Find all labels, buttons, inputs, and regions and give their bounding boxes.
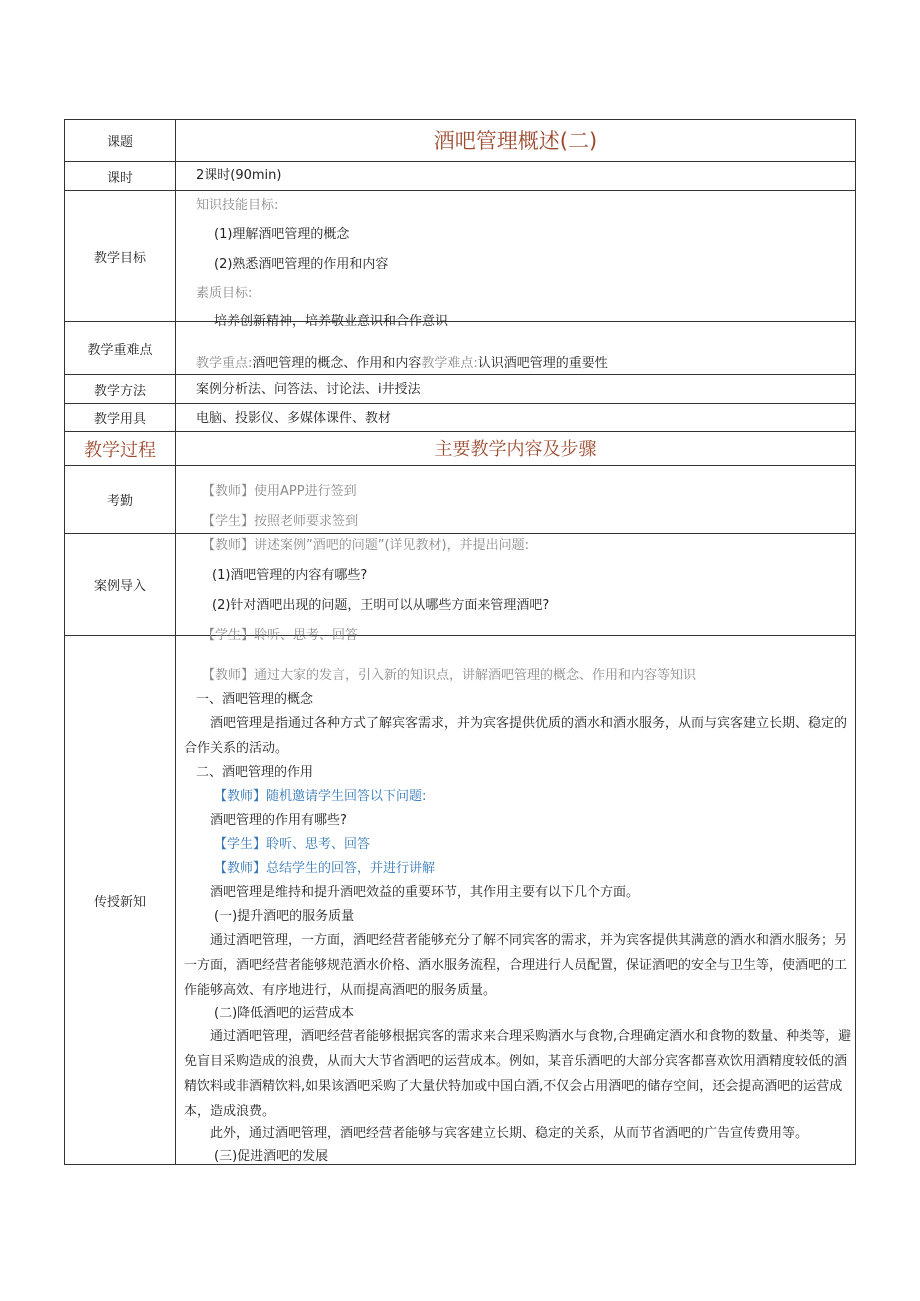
question-text: 酒吧管理的作用有哪些?	[210, 813, 347, 828]
paragraph-cost: 通过酒吧管理，酒吧经营者能够根据宾客的需求来合理采购酒水与食物,合理确定酒水和食物的数量、种类等，避免盲目采购造成的浪费，从而大大节省酒吧的运营成本。例如，某音乐酒吧的大部分宾客都喜欢饮用酒精度较低的酒精饮料或非酒精饮料,如果该酒吧采购了大量伏特加或中国白酒,不仅会占用酒吧的储存空间，还会提高酒吧的运营成本，造成浪费。	[184, 1029, 852, 1119]
subheading-quality: (一)提升酒吧的服务质量	[214, 909, 355, 924]
key-label: 教学重点:	[196, 356, 253, 371]
process-heading: 主要教学内容及步骤	[434, 439, 597, 460]
row-topic	[65, 120, 855, 162]
tools-label: 教学用具	[65, 404, 176, 431]
attendance-label: 考勤	[65, 466, 176, 533]
case-line: 【教师】讲述案例”酒吧的问题”(详见教材)，并提出问题:	[202, 538, 529, 553]
teach-intro: 【教师】通过大家的发言，引入新的知识点，讲解酒吧管理的概念、作用和内容等知识	[202, 668, 697, 683]
row-teach	[65, 636, 855, 1164]
subheading-cost: (二)降低酒吧的运营成本	[214, 1006, 355, 1021]
paragraph-quality: 通过酒吧管理，一方面，酒吧经营者能够充分了解不同宾客的需求，并为宾客提供其满意的酒水和酒水服务；另一方面，酒吧经营者能够规范酒水价格、酒水服务流程，合理进行人员配置，保证酒吧的安全与卫生等，使酒吧的工作能够高效、有序地进行，从而提高酒吧的服务质量。	[184, 933, 848, 998]
row-case	[65, 534, 855, 643]
topic-label: 课题	[65, 120, 176, 161]
case-line: 【学生】聆听、思考、回答	[202, 628, 359, 643]
row-hours	[65, 162, 855, 191]
lesson-plan-table	[64, 119, 856, 1165]
tools-value: 电脑、投影仪、多媒体课件、教材	[196, 411, 392, 426]
row-attendance	[65, 466, 855, 534]
case-line: (1)酒吧管理的内容有哪些?	[212, 568, 368, 583]
hours-label: 课时	[65, 162, 176, 190]
paragraph-concept: 酒吧管理是指通过各种方式了解宾客需求，并为宾客提供优质的酒水和酒水服务，从而与宾客建立长期、稳定的合作关系的活动。	[184, 716, 848, 756]
objective-line: 知识技能目标:	[196, 198, 279, 213]
process-label: 教学过程	[65, 432, 176, 465]
teacher-summary: 【教师】总结学生的回答，并进行讲解	[214, 861, 436, 876]
diff-text: 认识酒吧管理的重要性	[477, 356, 608, 371]
objective-line: (1)理解酒吧管理的概念	[214, 227, 350, 242]
attendance-teacher: 【教师】使用APP进行签到	[202, 484, 357, 499]
topic-title: 酒吧管理概述(二)	[433, 129, 598, 153]
key-text: 酒吧管理的概念、作用和内容	[252, 356, 422, 371]
heading-concept: 一、酒吧管理的概念	[196, 692, 314, 707]
attendance-student: 【学生】按照老师要求签到	[202, 514, 359, 529]
methods-value: 案例分析法、问答法、讨论法、i井授法	[196, 382, 421, 397]
case-line: (2)针对酒吧出现的问题，王明可以从哪些方面来管理酒吧?	[212, 598, 550, 613]
teacher-question: 【教师】随机邀请学生回答以下问题:	[214, 789, 427, 804]
heading-role: 二、酒吧管理的作用	[196, 765, 314, 780]
objectives-label: 教学目标	[65, 191, 176, 321]
row-keypoints	[65, 322, 855, 375]
subheading-develop: (三)促进酒吧的发展	[214, 1149, 329, 1164]
keypoints-line	[196, 355, 608, 373]
student-answer: 【学生】聆听、思考、回答	[214, 837, 371, 852]
objective-line: (2)熟悉酒吧管理的作用和内容	[214, 257, 389, 272]
paragraph-advert: 此外，通过酒吧管理，酒吧经营者能够与宾客建立长期、稳定的关系，从而节省酒吧的广告宣传费用等。	[210, 1126, 809, 1141]
methods-label: 教学方法	[65, 375, 176, 403]
role-intro: 酒吧管理是维持和提升酒吧效益的重要环节，其作用主要有以下几个方面。	[210, 885, 640, 900]
teach-label: 传授新知	[65, 636, 176, 1164]
row-tools	[65, 404, 855, 432]
objective-line: 素质目标:	[196, 286, 253, 301]
case-label: 案例导入	[65, 534, 176, 635]
hours-value: 2课时(90min)	[196, 168, 282, 183]
keypoints-label: 教学重难点	[65, 322, 176, 374]
row-methods	[65, 375, 855, 404]
objective-line: 培养创新精神，培养敬业意识和合作意识	[214, 314, 449, 329]
row-process	[65, 432, 855, 466]
row-objectives	[65, 191, 855, 329]
diff-label: 教学难点:	[421, 356, 478, 371]
